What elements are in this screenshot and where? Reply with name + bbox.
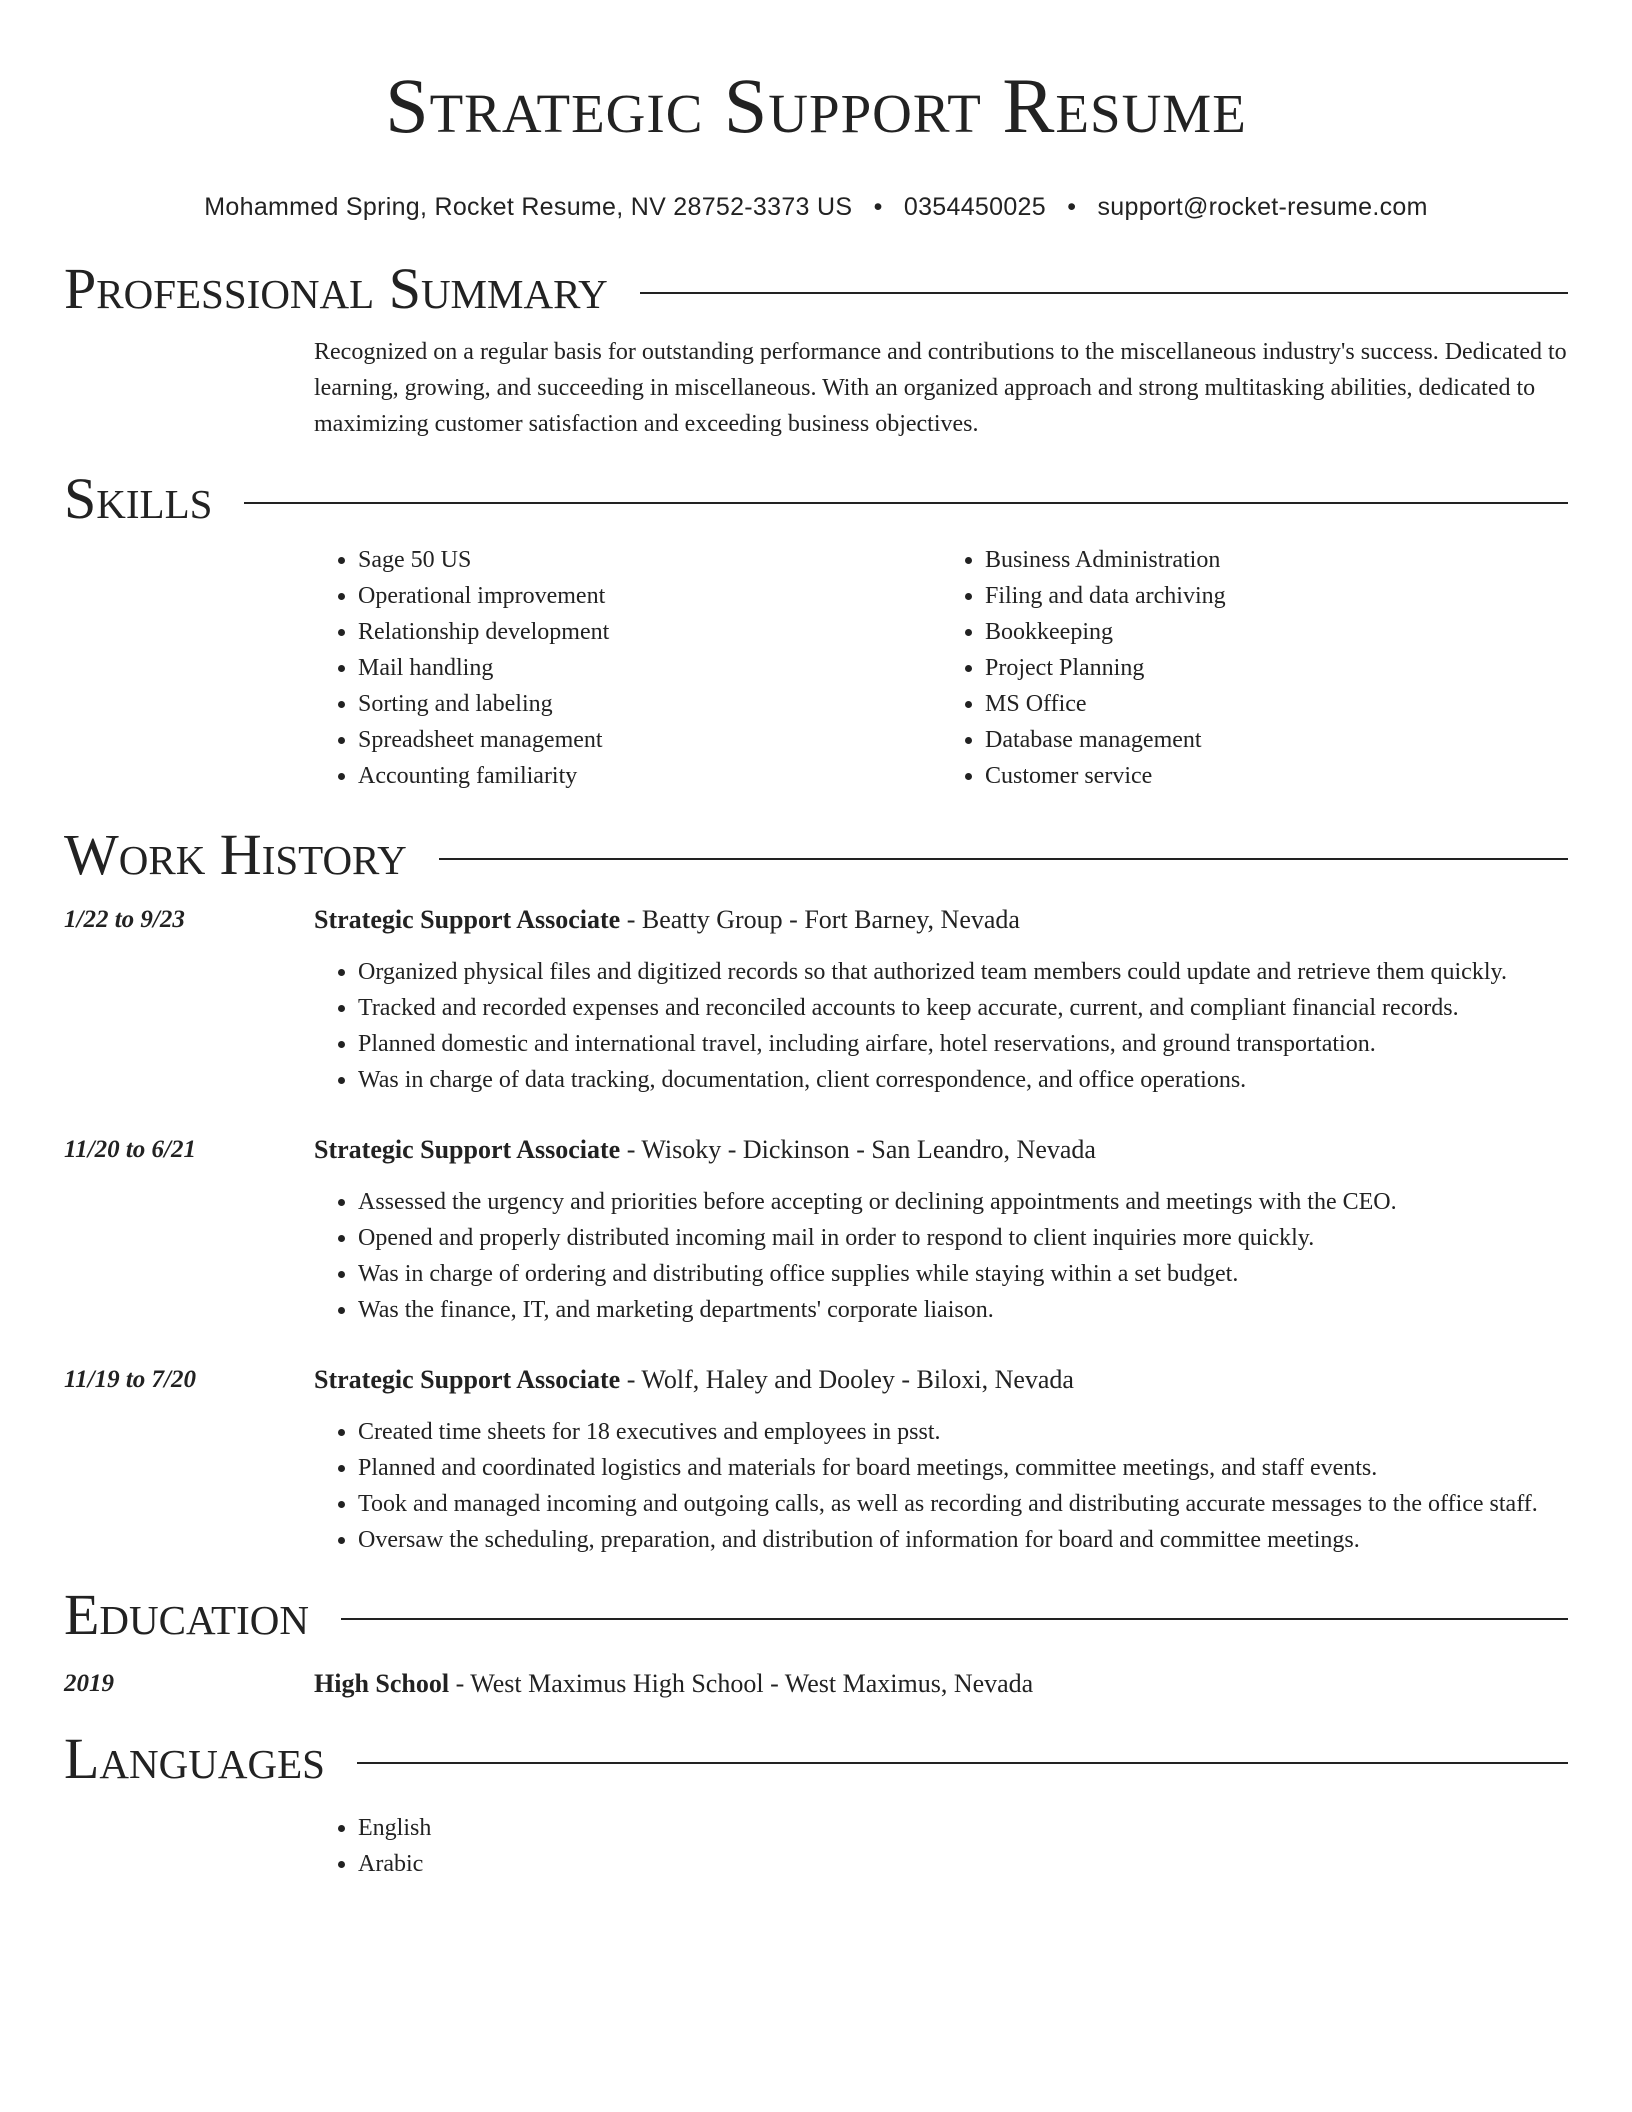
skills-section-header — [64, 466, 1568, 532]
section-title-education: Education — [64, 1582, 309, 1647]
summary-text: Recognized on a regular basis for outstanding performance and contributions to the miscellaneous industry's success. Dedicated to learning, growing, and succeeding in miscellaneous. With an organized approach and strong multitasking abilities, dedicated to maximizing customer satisfaction and exceeding business objectives. — [314, 339, 1567, 437]
skill-item: • Business Administration — [985, 542, 1568, 578]
language-item: • Arabic — [358, 1846, 1568, 1882]
skills-column-right — [941, 542, 1568, 794]
contact-separator: • — [873, 193, 883, 221]
section-divider — [640, 292, 1568, 294]
job-company: - Wisoky - Dickinson - San Leandro, Nevada — [620, 1135, 1096, 1164]
job-title: Strategic Support Associate — [314, 1135, 621, 1164]
work-section-header — [64, 822, 1568, 888]
job-bullets — [314, 1184, 1568, 1328]
job-bullet: • Created time sheets for 18 executives and employees in psst. — [358, 1414, 1568, 1450]
section-title-skills: Skills — [64, 466, 213, 531]
skill-item: • Project Planning — [985, 650, 1568, 686]
section-title-languages: Languages — [64, 1726, 325, 1791]
skill-item: • Bookkeeping — [985, 614, 1568, 650]
skill-item: • Customer service — [985, 758, 1568, 794]
languages-section-header — [64, 1726, 1568, 1792]
job-title: Strategic Support Associate — [314, 1365, 621, 1394]
section-title-work: Work History — [64, 822, 407, 887]
job-heading — [314, 1132, 1568, 1168]
job-bullets — [314, 1414, 1568, 1558]
section-divider — [341, 1618, 1568, 1620]
job-entry — [64, 902, 1568, 1098]
job-company: - Wolf, Haley and Dooley - Biloxi, Nevada — [620, 1365, 1074, 1394]
education-heading — [314, 1666, 1033, 1702]
job-bullet: • Assessed the urgency and priorities before accepting or declining appointments and meetings with the CEO. — [358, 1184, 1568, 1220]
job-bullet: • Was in charge of ordering and distributing office supplies while staying within a set budget. — [358, 1256, 1568, 1292]
job-company: - Beatty Group - Fort Barney, Nevada — [620, 905, 1020, 934]
job-bullet: • Planned and coordinated logistics and materials for board meetings, committee meetings, and staff events. — [358, 1450, 1568, 1486]
skill-item: • Accounting familiarity — [358, 758, 941, 794]
resume-title: Strategic Support Resume — [385, 62, 1247, 149]
contact-separator: • — [1067, 193, 1077, 221]
job-entry — [64, 1132, 1568, 1328]
job-dates: 1/22 to 9/23 — [64, 906, 185, 933]
contact-address: Mohammed Spring, Rocket Resume, NV 28752-3373 US — [204, 193, 853, 221]
skill-item: • Relationship development — [358, 614, 941, 650]
contact-line — [64, 192, 1568, 222]
section-divider — [439, 858, 1568, 860]
skill-item: • Mail handling — [358, 650, 941, 686]
skills-list — [314, 542, 1568, 794]
section-divider — [244, 502, 1568, 504]
job-bullet: • Was the finance, IT, and marketing departments' corporate liaison. — [358, 1292, 1568, 1328]
job-bullet: • Was in charge of data tracking, documentation, client correspondence, and office operations. — [358, 1062, 1568, 1098]
job-bullet: • Opened and properly distributed incoming mail in order to respond to client inquiries more quickly. — [358, 1220, 1568, 1256]
education-school: - West Maximus High School - West Maximus, Nevada — [449, 1669, 1034, 1698]
languages-list — [314, 1810, 1568, 1882]
education-entry — [64, 1666, 1568, 1702]
job-heading — [314, 1362, 1568, 1398]
job-bullet: • Planned domestic and international travel, including airfare, hotel reservations, and ground transportation. — [358, 1026, 1568, 1062]
skill-item: • MS Office — [985, 686, 1568, 722]
language-item: • English — [358, 1810, 1568, 1846]
summary-section-header — [64, 256, 1568, 322]
job-dates: 11/20 to 6/21 — [64, 1136, 196, 1163]
job-bullet: • Tracked and recorded expenses and reconciled accounts to keep accurate, current, and compliant financial records. — [358, 990, 1568, 1026]
education-section-header — [64, 1582, 1568, 1648]
job-heading — [314, 902, 1568, 938]
contact-email: support@rocket-resume.com — [1097, 193, 1428, 221]
skill-item: • Sorting and labeling — [358, 686, 941, 722]
job-dates: 11/19 to 7/20 — [64, 1366, 196, 1393]
skill-item: • Database management — [985, 722, 1568, 758]
skill-item: • Sage 50 US — [358, 542, 941, 578]
skill-item: • Filing and data archiving — [985, 578, 1568, 614]
job-bullet: • Organized physical files and digitized records so that authorized team members could update and retrieve them quickly. — [358, 954, 1568, 990]
contact-phone: 0354450025 — [903, 193, 1046, 221]
education-degree: High School — [314, 1669, 450, 1698]
education-year: 2019 — [64, 1670, 114, 1697]
job-entry — [64, 1362, 1568, 1558]
job-bullets — [314, 954, 1568, 1098]
job-bullet: • Oversaw the scheduling, preparation, and distribution of information for board and committee meetings. — [358, 1522, 1568, 1558]
skill-item: • Spreadsheet management — [358, 722, 941, 758]
job-title: Strategic Support Associate — [314, 905, 621, 934]
section-title-summary: Professional Summary — [64, 256, 608, 321]
skills-column-left — [314, 542, 941, 794]
skill-item: • Operational improvement — [358, 578, 941, 614]
section-divider — [357, 1762, 1568, 1764]
job-bullet: • Took and managed incoming and outgoing calls, as well as recording and distributing accurate messages to the office staff. — [358, 1486, 1568, 1522]
